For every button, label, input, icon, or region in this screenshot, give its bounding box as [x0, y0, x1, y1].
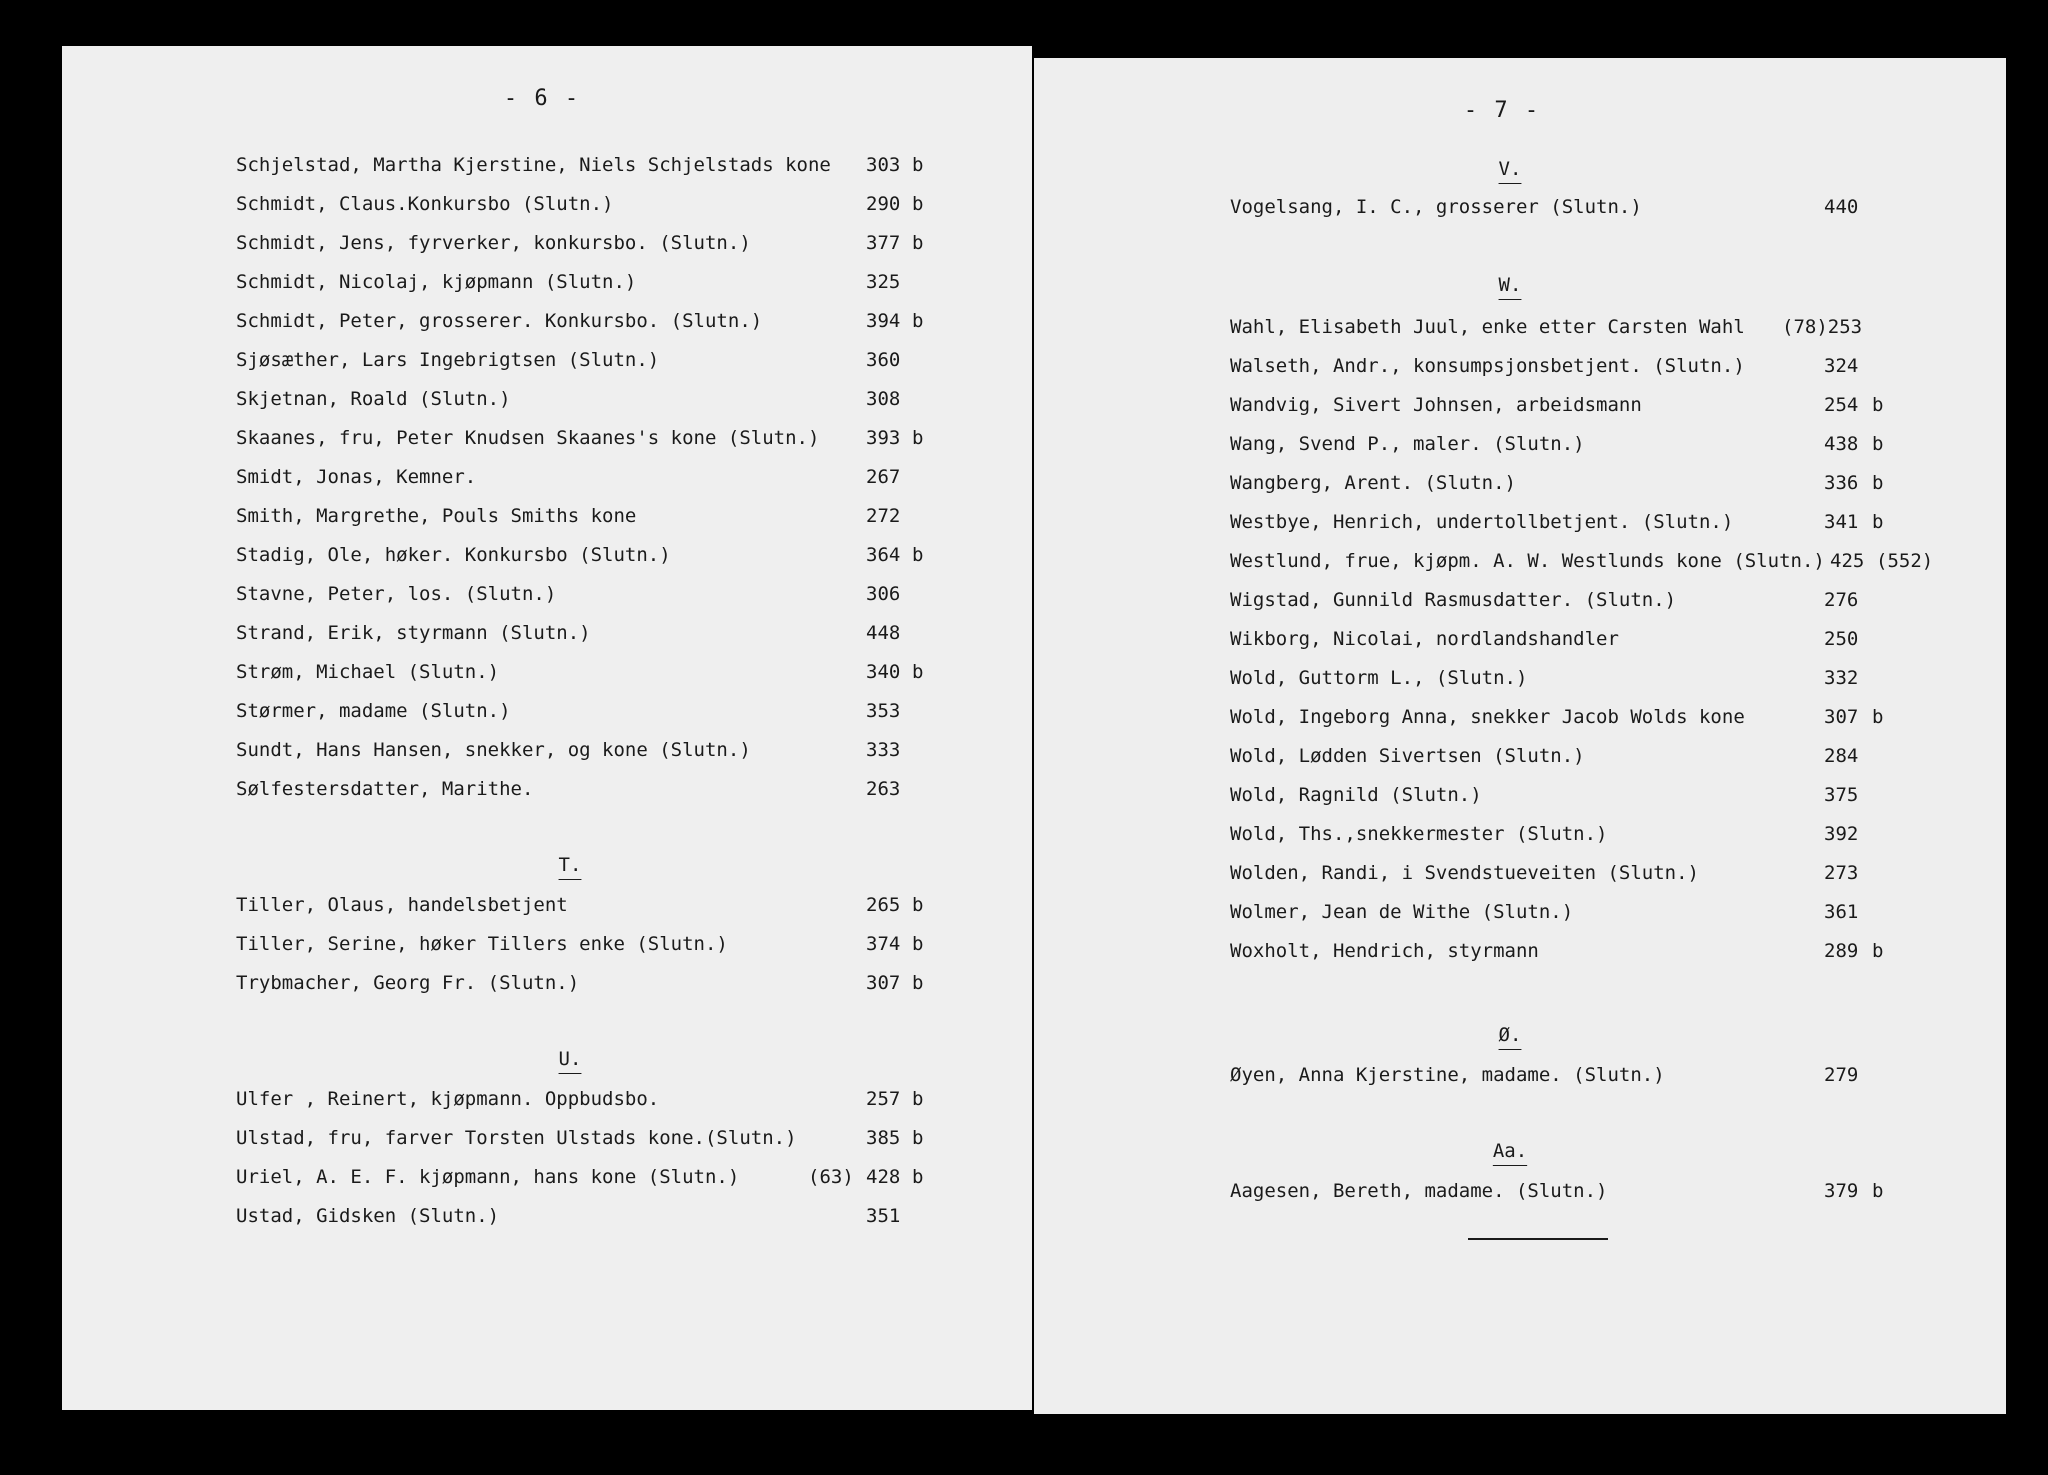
- list-item: Smidt, Jonas, Kemner. 267: [236, 466, 901, 488]
- list-item: Wigstad, Gunnild Rasmusdatter. (Slutn.) 276: [1230, 589, 1859, 611]
- section-heading-u: U.: [558, 1048, 582, 1070]
- list-item: Schmidt, Peter, grosserer. Konkursbo. (Slutn.) 394 b: [236, 310, 924, 332]
- section-heading-aa: Aa.: [1492, 1140, 1528, 1162]
- list-item: Wahl, Elisabeth Juul, enke etter Carsten Wahl (78)253: [1230, 316, 1863, 338]
- list-item: Wold, Ths.,snekkermester (Slutn.) 392: [1230, 823, 1859, 845]
- list-item: Schmidt, Jens, fyrverker, konkursbo. (Slutn.) 377 b: [236, 232, 924, 254]
- list-item: Vogelsang, I. C., grosserer (Slutn.) 440: [1230, 196, 1859, 218]
- section-heading-oe: Ø.: [1498, 1024, 1522, 1046]
- left-page: [62, 46, 1032, 1410]
- list-item: Skaanes, fru, Peter Knudsen Skaanes's kone (Slutn.) 393 b: [236, 427, 924, 449]
- list-item: Westbye, Henrich, undertollbetjent. (Slutn.) 341 b: [1230, 511, 1884, 533]
- right-page: [1034, 58, 2006, 1414]
- list-item: Størmer, madame (Slutn.) 353: [236, 700, 901, 722]
- list-item: Strand, Erik, styrmann (Slutn.) 448: [236, 622, 901, 644]
- list-item: Wolmer, Jean de Withe (Slutn.) 361: [1230, 901, 1859, 923]
- list-item: Schmidt, Claus.Konkursbo (Slutn.) 290 b: [236, 193, 924, 215]
- list-item: Westlund, frue, kjøpm. A. W. Westlunds kone (Slutn.) 425 (552): [1230, 550, 1934, 572]
- list-item: Ulstad, fru, farver Torsten Ulstads kone.(Slutn.) 385 b: [236, 1127, 924, 1149]
- list-item: Strøm, Michael (Slutn.) 340 b: [236, 661, 924, 683]
- page-number: - 6 -: [503, 86, 581, 111]
- list-item: Trybmacher, Georg Fr. (Slutn.) 307 b: [236, 972, 924, 994]
- section-heading-t: T.: [558, 854, 582, 876]
- list-item: Skjetnan, Roald (Slutn.) 308: [236, 388, 901, 410]
- list-item: Wold, Ragnild (Slutn.) 375: [1230, 784, 1859, 806]
- list-item: Uriel, A. E. F. kjøpmann, hans kone (Slutn.) (63) 428 b: [236, 1166, 924, 1188]
- list-item: Tiller, Serine, høker Tillers enke (Slutn.) 374 b: [236, 933, 924, 955]
- end-rule: [1468, 1238, 1608, 1240]
- list-item: Wandvig, Sivert Johnsen, arbeidsmann 254 b: [1230, 394, 1884, 416]
- list-item: Sundt, Hans Hansen, snekker, og kone (Slutn.) 333: [236, 739, 901, 761]
- list-item: Wang, Svend P., maler. (Slutn.) 438 b: [1230, 433, 1884, 455]
- list-item: Sjøsæther, Lars Ingebrigtsen (Slutn.) 360: [236, 349, 901, 371]
- list-item: Wikborg, Nicolai, nordlandshandler 250: [1230, 628, 1859, 650]
- list-item: Stadig, Ole, høker. Konkursbo (Slutn.) 364 b: [236, 544, 924, 566]
- section-heading-v: V.: [1498, 158, 1522, 180]
- page-number: - 7 -: [1463, 98, 1541, 123]
- list-item: Ustad, Gidsken (Slutn.) 351: [236, 1205, 901, 1227]
- list-item: Stavne, Peter, los. (Slutn.) 306: [236, 583, 901, 605]
- list-item: Woxholt, Hendrich, styrmann 289 b: [1230, 940, 1884, 962]
- list-item: Aagesen, Bereth, madame. (Slutn.) 379 b: [1230, 1180, 1884, 1202]
- list-item: Wolden, Randi, i Svendstueveiten (Slutn.) 273: [1230, 862, 1859, 884]
- list-item: Wold, Guttorm L., (Slutn.) 332: [1230, 667, 1859, 689]
- list-item: Smith, Margrethe, Pouls Smiths kone 272: [236, 505, 901, 527]
- list-item: Øyen, Anna Kjerstine, madame. (Slutn.) 279: [1230, 1064, 1859, 1086]
- list-item: Schjelstad, Martha Kjerstine, Niels Schjelstads kone 303 b: [236, 154, 924, 176]
- list-item: Walseth, Andr., konsumpsjonsbetjent. (Slutn.) 324: [1230, 355, 1859, 377]
- list-item: Tiller, Olaus, handelsbetjent 265 b: [236, 894, 924, 916]
- list-item: Wold, Lødden Sivertsen (Slutn.) 284: [1230, 745, 1859, 767]
- list-item: Schmidt, Nicolaj, kjøpmann (Slutn.) 325: [236, 271, 901, 293]
- list-item: Wangberg, Arent. (Slutn.) 336 b: [1230, 472, 1884, 494]
- list-item: Ulfer , Reinert, kjøpmann. Oppbudsbo. 257 b: [236, 1088, 924, 1110]
- list-item: Wold, Ingeborg Anna, snekker Jacob Wolds kone 307 b: [1230, 706, 1884, 728]
- list-item: Sølfestersdatter, Marithe. 263: [236, 778, 901, 800]
- section-heading-w: W.: [1498, 274, 1522, 296]
